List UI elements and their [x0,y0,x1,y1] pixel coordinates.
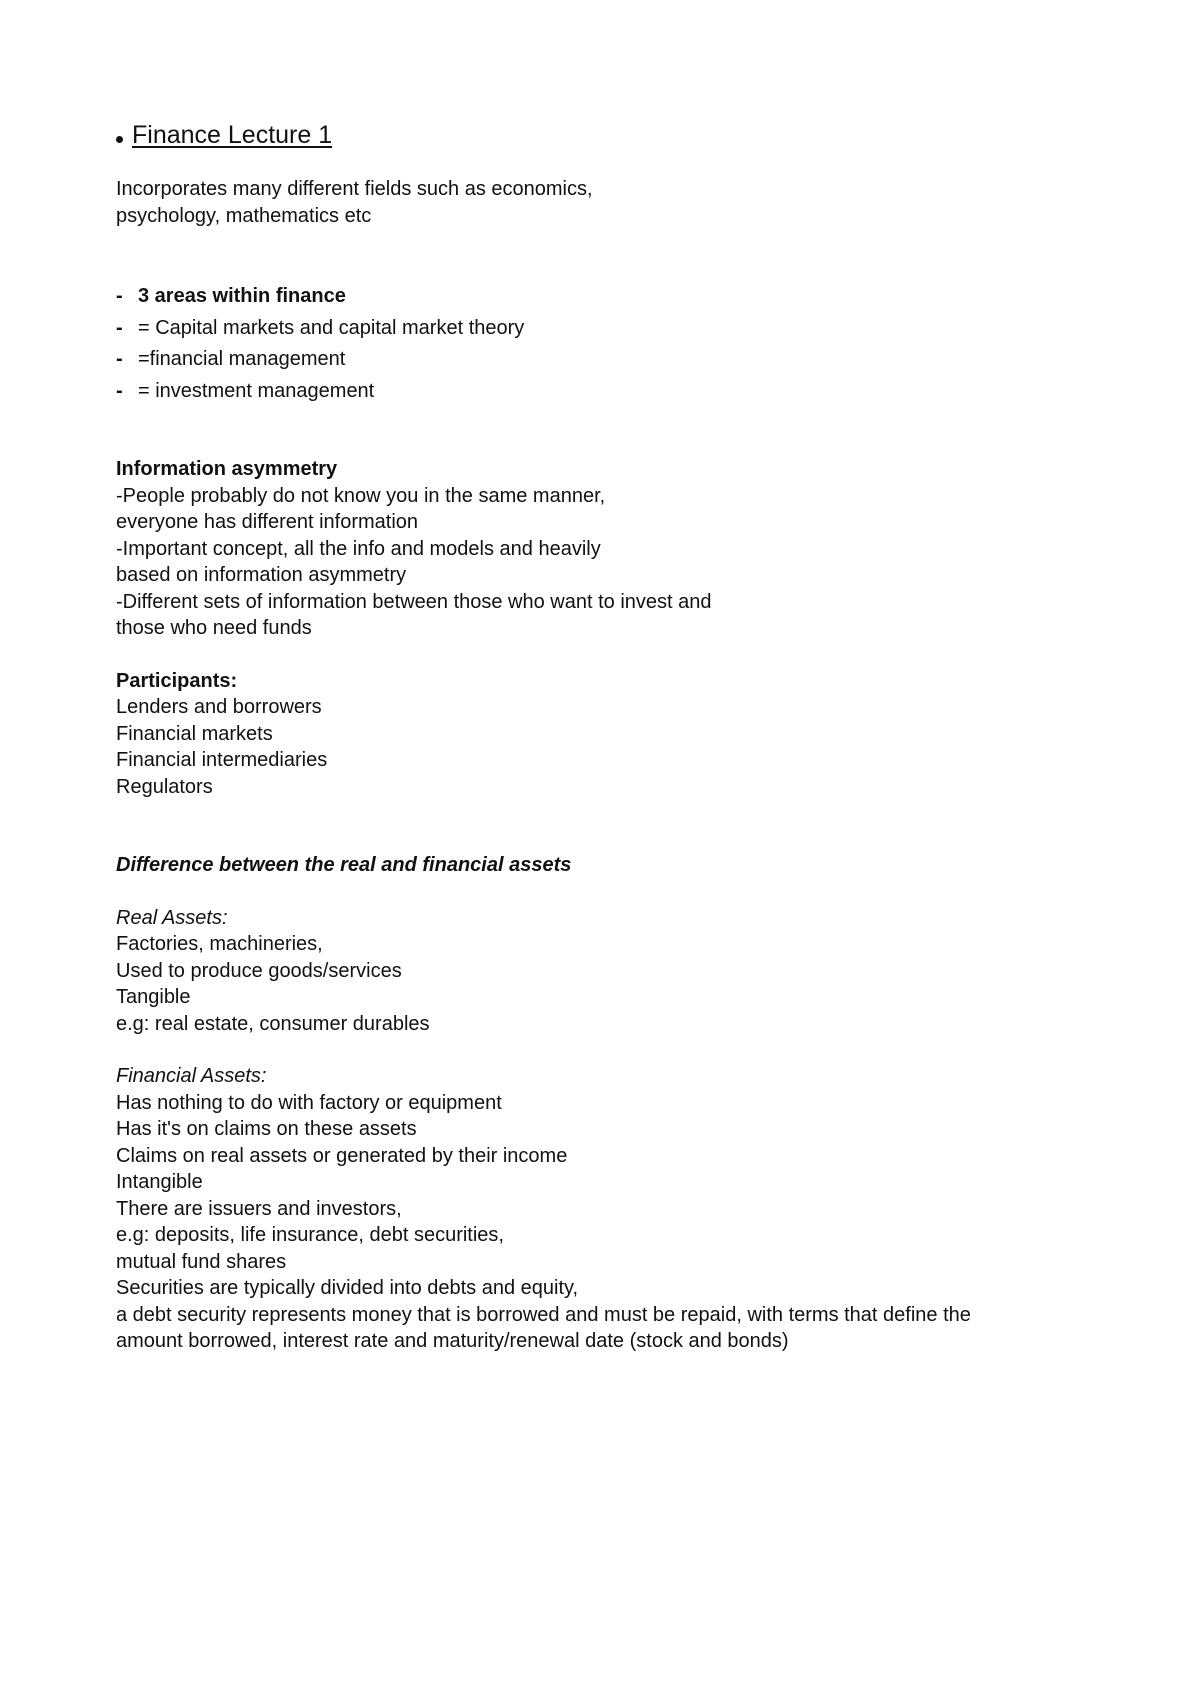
dash-bullet-icon: - [116,348,123,370]
section-line: -Different sets of information between those who want to invest and [116,590,712,613]
subsection-heading: Financial Assets: [116,1065,267,1087]
dash-bullet-icon: - [116,285,123,307]
section-line: e.g: real estate, consumer durables [116,1012,430,1035]
section-line: Financial markets [116,722,273,745]
section-line: Intangible [116,1171,203,1193]
info-asymmetry-section [116,456,1116,642]
section-line: There are issuers and investors, [116,1197,402,1220]
section-line: Has it's on claims on these assets [116,1118,417,1140]
list-item-text: = investment management [138,379,375,402]
list-item-text: = Capital markets and capital market theory [138,316,525,339]
section-line: Tangible [116,986,191,1008]
real-assets-section [116,905,1116,1038]
section-line: everyone has different information [116,511,419,533]
participants-section [116,668,1116,801]
list-item [116,344,1116,376]
section-line: Lenders and borrowers [116,696,322,718]
section-line: -People probably do not know you in the same manner, [116,484,606,507]
section-line: Has nothing to do with factory or equipment [116,1091,502,1114]
dash-bullet-icon: - [116,379,123,402]
intro-line: psychology, mathematics etc [116,204,372,227]
section-line: Financial intermediaries [116,749,328,771]
areas-list [116,281,1116,407]
list-item-text: 3 areas within finance [138,285,346,307]
section-heading: Difference between the real and financial assets [116,854,572,876]
difference-section [116,852,1116,879]
document-content [116,118,1116,1355]
section-line: those who need funds [116,617,312,639]
section-heading: Information asymmetry [116,458,338,480]
section-line: amount borrowed, interest rate and maturity/renewal date (stock and bonds) [116,1330,789,1352]
intro-line: Incorporates many different fields such as economics, [116,178,593,200]
bullet-dot-icon [116,136,123,143]
section-line: Regulators [116,775,213,798]
section-line: -Important concept, all the info and models and heavily [116,537,601,560]
section-line: Claims on real assets or generated by their income [116,1144,568,1167]
section-line: e.g: deposits, life insurance, debt securities, [116,1224,504,1246]
list-item [116,281,1116,313]
list-item [116,376,1116,408]
section-line: Securities are typically divided into debts and equity, [116,1277,579,1299]
page-title: Finance Lecture 1 [132,120,333,149]
dash-bullet-icon: - [116,316,123,339]
financial-assets-section [116,1063,1116,1355]
section-line: based on information asymmetry [116,564,407,586]
list-item-text: =financial management [138,348,346,370]
intro-paragraph [116,176,1116,229]
section-line: Factories, machineries, [116,933,323,955]
subsection-heading: Real Assets: [116,906,228,929]
section-heading: Participants: [116,669,238,692]
section-line: Used to produce goods/services [116,959,402,982]
title-row [116,118,1116,152]
section-line: a debt security represents money that is borrowed and must be repaid, with terms that define the [116,1303,971,1326]
list-item [116,313,1116,345]
section-line: mutual fund shares [116,1250,287,1273]
